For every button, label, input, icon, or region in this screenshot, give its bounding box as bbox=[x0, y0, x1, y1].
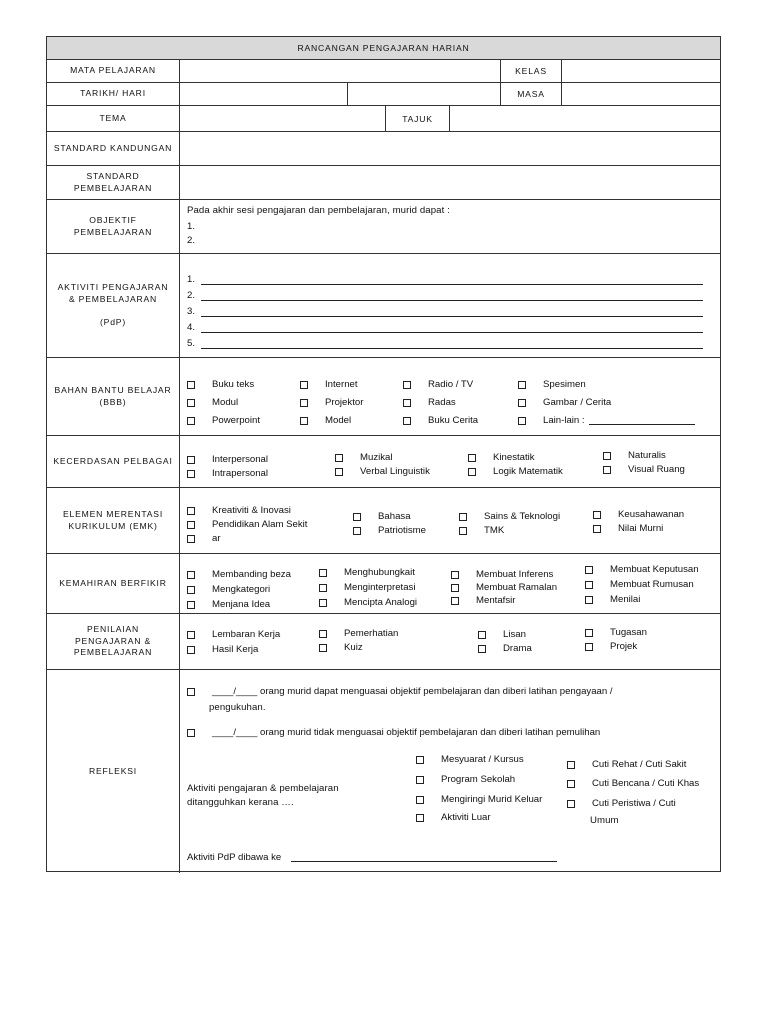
checkbox-icon bbox=[585, 581, 593, 589]
checkbox-menghubungkait[interactable] bbox=[319, 567, 415, 578]
checkbox-verbal[interactable] bbox=[335, 466, 430, 477]
option-label: Visual Ruang bbox=[628, 464, 685, 475]
option-label: Pendidikan Alam Sekit bbox=[212, 519, 308, 530]
checkbox-icon bbox=[585, 629, 593, 637]
refleksi-reason-umum: Umum bbox=[590, 815, 619, 826]
checkbox-buku-teks[interactable] bbox=[187, 379, 254, 390]
option-label: Interpersonal bbox=[212, 454, 268, 465]
checkbox-projek[interactable] bbox=[585, 641, 637, 652]
option-label: Kreativiti & Inovasi bbox=[212, 505, 291, 516]
checkbox-modul[interactable] bbox=[187, 397, 238, 408]
aktiviti-num-1: 1. bbox=[187, 274, 196, 285]
objektif-intro: Pada akhir sesi pengajaran dan pembelajaran, murid dapat : bbox=[187, 205, 450, 216]
checkbox-keusahawanan[interactable] bbox=[593, 509, 684, 520]
checkbox-icon bbox=[335, 468, 343, 476]
aktiviti-num-5: 5. bbox=[187, 338, 196, 349]
checkbox-icon bbox=[187, 729, 195, 737]
refleksi-line1b: pengukuhan. bbox=[209, 702, 266, 713]
option-label: Bahasa bbox=[378, 511, 411, 522]
option-label: Program Sekolah bbox=[441, 774, 516, 785]
option-label: Kuiz bbox=[344, 642, 363, 653]
checkbox-analogi[interactable] bbox=[319, 597, 417, 608]
row-kemahiran bbox=[47, 553, 720, 613]
checkbox-icon bbox=[319, 569, 327, 577]
option-label: Projek bbox=[610, 641, 638, 652]
option-label: Pemerhatian bbox=[344, 628, 399, 639]
checkbox-cuti-bencana[interactable] bbox=[567, 778, 699, 789]
checkbox-icon bbox=[585, 566, 593, 574]
checkbox-mengkategori[interactable] bbox=[187, 584, 270, 595]
checkbox-icon bbox=[187, 507, 195, 515]
checkbox-menilai[interactable] bbox=[585, 594, 640, 605]
option-label: Lembaran Kerja bbox=[212, 629, 281, 640]
option-label: Mesyuarat / Kursus bbox=[441, 754, 524, 765]
checkbox-menginterpretasi[interactable] bbox=[319, 582, 415, 593]
objektif-item-2[interactable]: 2. bbox=[187, 235, 196, 246]
row-objektif bbox=[47, 199, 720, 253]
refleksi-dibawa[interactable] bbox=[187, 852, 557, 863]
checkbox-membanding[interactable] bbox=[187, 569, 291, 580]
checkbox-icon bbox=[403, 381, 411, 389]
label-bbb bbox=[47, 358, 180, 435]
checkbox-radio-tv[interactable] bbox=[403, 379, 473, 390]
refleksi-tangguh-a: Aktiviti pengajaran & pembelajaran bbox=[187, 783, 339, 794]
field-masa[interactable] bbox=[561, 83, 720, 105]
label-objektif: OBJEKTIF PEMBELAJARAN bbox=[47, 200, 180, 253]
checkbox-icon bbox=[319, 584, 327, 592]
label-bbb-text: BAHAN BANTU BELAJAR bbox=[54, 384, 172, 395]
checkbox-kuiz[interactable] bbox=[319, 642, 363, 653]
row-kecerdasan bbox=[47, 435, 720, 487]
checkbox-pemerhatian[interactable] bbox=[319, 628, 398, 639]
option-label: Model bbox=[325, 415, 352, 426]
checkbox-icon bbox=[187, 399, 195, 407]
checkbox-patriotisme[interactable] bbox=[353, 525, 426, 536]
option-label: Cuti Peristiwa / Cuti bbox=[592, 798, 676, 809]
checkbox-icon bbox=[187, 646, 195, 654]
aktiviti-line-3[interactable] bbox=[187, 306, 703, 317]
checkbox-sains[interactable] bbox=[459, 511, 560, 522]
checkbox-bahasa[interactable] bbox=[353, 511, 411, 522]
option-label: Radas bbox=[428, 397, 456, 408]
option-label: Cuti Bencana / Cuti Khas bbox=[592, 778, 700, 789]
label-kelas: KELAS bbox=[500, 60, 561, 82]
option-label: Menghubungkait bbox=[344, 567, 415, 578]
row-mata-pelajaran bbox=[47, 59, 720, 82]
checkbox-icon bbox=[187, 470, 195, 478]
option-label: Membuat Inferens bbox=[476, 569, 554, 580]
option-label: Menilai bbox=[610, 594, 641, 605]
option-label: Gambar / Cerita bbox=[543, 397, 612, 408]
checkbox-icon bbox=[585, 643, 593, 651]
checkbox-icon bbox=[187, 571, 195, 579]
option-label: Muzikal bbox=[360, 452, 393, 463]
checkbox-icon bbox=[187, 535, 195, 543]
checkbox-internet[interactable] bbox=[300, 379, 358, 390]
checkbox-icon bbox=[518, 399, 526, 407]
checkbox-kinestatik[interactable] bbox=[468, 452, 535, 463]
refleksi-dibawa-label: Aktiviti PdP dibawa ke bbox=[187, 852, 282, 863]
checkbox-spesimen[interactable] bbox=[518, 379, 586, 390]
aktiviti-num-4: 4. bbox=[187, 322, 196, 333]
checkbox-icon bbox=[459, 513, 467, 521]
field-standard-kandungan[interactable] bbox=[180, 132, 720, 165]
checkbox-icon bbox=[300, 417, 308, 425]
aktiviti-line-5[interactable] bbox=[187, 338, 703, 349]
option-label: Radio / TV bbox=[428, 379, 474, 390]
checkbox-muzikal[interactable] bbox=[335, 452, 393, 463]
row-standard-kandungan bbox=[47, 131, 720, 165]
checkbox-icon bbox=[593, 511, 601, 519]
checkbox-icon bbox=[319, 630, 327, 638]
checkbox-mengiringi[interactable] bbox=[416, 794, 542, 805]
option-label: Membanding beza bbox=[212, 569, 291, 580]
option-label: Powerpoint bbox=[212, 415, 260, 426]
checkbox-icon bbox=[416, 796, 424, 804]
checkbox-mentafsir[interactable] bbox=[451, 595, 515, 606]
checkbox-icon bbox=[478, 645, 486, 653]
option-label: Menginterpretasi bbox=[344, 582, 416, 593]
checkbox-tmk[interactable] bbox=[459, 525, 504, 536]
checkbox-icon bbox=[300, 381, 308, 389]
checkbox-icon bbox=[518, 417, 526, 425]
label-aktiviti-text: AKTIVITI PENGAJARAN & PEMBELAJARAN bbox=[57, 282, 169, 304]
checkbox-inferens[interactable] bbox=[451, 569, 553, 580]
checkbox-model[interactable] bbox=[300, 415, 351, 426]
form-title: RANCANGAN PENGAJARAN HARIAN bbox=[297, 43, 470, 53]
aktiviti-num-2: 2. bbox=[187, 290, 196, 301]
checkbox-intrapersonal[interactable] bbox=[187, 468, 268, 479]
field-tarikh[interactable] bbox=[180, 83, 347, 105]
option-label: Drama bbox=[503, 643, 532, 654]
option-label: Spesimen bbox=[543, 379, 586, 390]
aktiviti-line-1[interactable] bbox=[187, 274, 703, 285]
checkbox-ramalan[interactable] bbox=[451, 582, 557, 593]
field-standard-pembelajaran[interactable] bbox=[180, 166, 720, 199]
checkbox-logik[interactable] bbox=[468, 466, 563, 477]
checkbox-tugasan[interactable] bbox=[585, 627, 647, 638]
checkbox-icon bbox=[451, 584, 459, 592]
checkbox-icon bbox=[187, 586, 195, 594]
checkbox-icon bbox=[300, 399, 308, 407]
label-aktiviti bbox=[47, 254, 180, 357]
aktiviti-num-3: 3. bbox=[187, 306, 196, 317]
option-label: Mengkategori bbox=[212, 584, 271, 595]
field-hari[interactable] bbox=[347, 83, 500, 105]
label-standard-kandungan: STANDARD KANDUNGAN bbox=[47, 132, 180, 165]
form-header bbox=[47, 37, 720, 59]
checkbox-icon bbox=[187, 417, 195, 425]
checkbox-icon bbox=[603, 466, 611, 474]
label-kecerdasan: KECERDASAN PELBAGAI bbox=[47, 436, 180, 487]
checkbox-gambar[interactable] bbox=[518, 397, 611, 408]
option-label: Menjana Idea bbox=[212, 599, 271, 610]
checkbox-icon bbox=[187, 601, 195, 609]
label-tajuk: TAJUK bbox=[385, 106, 449, 131]
checkbox-program-sekolah[interactable] bbox=[416, 774, 515, 785]
checkbox-projektor[interactable] bbox=[300, 397, 363, 408]
checkbox-icon bbox=[187, 521, 195, 529]
checkbox-lain-lain[interactable] bbox=[518, 415, 695, 426]
objektif-item-1[interactable]: 1. bbox=[187, 221, 196, 232]
checkbox-icon bbox=[319, 599, 327, 607]
checkbox-lisan[interactable] bbox=[478, 629, 526, 640]
checkbox-icon bbox=[416, 756, 424, 764]
label-standard-pembelajaran: STANDARD PEMBELAJARAN bbox=[47, 166, 180, 199]
option-label: TMK bbox=[484, 525, 505, 536]
checkbox-icon bbox=[567, 780, 575, 788]
checkbox-icon bbox=[335, 454, 343, 462]
checkbox-aktiviti-luar[interactable] bbox=[416, 812, 491, 823]
checkbox-icon bbox=[603, 452, 611, 460]
checkbox-lembaran[interactable] bbox=[187, 629, 280, 640]
checkbox-icon bbox=[416, 814, 424, 822]
label-emk: ELEMEN MERENTASI KURIKULUM (EMK) bbox=[47, 488, 180, 553]
option-label: Keusahawanan bbox=[618, 509, 685, 520]
field-mata-pelajaran[interactable] bbox=[180, 60, 500, 82]
checkbox-icon bbox=[567, 800, 575, 808]
checkbox-icon bbox=[403, 399, 411, 407]
checkbox-icon bbox=[353, 513, 361, 521]
checkbox-powerpoint[interactable] bbox=[187, 415, 260, 426]
checkbox-icon bbox=[468, 468, 476, 476]
checkbox-keputusan[interactable] bbox=[585, 564, 699, 575]
option-label: Aktiviti Luar bbox=[441, 812, 491, 823]
refleksi-line1a: ____/____ orang murid dapat menguasai objektif pembelajaran dan diberi latihan pengayaan / bbox=[212, 686, 613, 697]
checkbox-hasil-kerja[interactable] bbox=[187, 644, 258, 655]
row-refleksi bbox=[47, 669, 720, 873]
field-kelas[interactable] bbox=[561, 60, 720, 82]
option-label: Lisan bbox=[503, 629, 526, 640]
label-mata-pelajaran: MATA PELAJARAN bbox=[47, 60, 180, 82]
option-label: Naturalis bbox=[628, 450, 666, 461]
checkbox-icon bbox=[403, 417, 411, 425]
option-label: ar bbox=[212, 533, 221, 544]
checkbox-alam-sekitar[interactable] bbox=[187, 519, 307, 530]
field-tema[interactable] bbox=[180, 106, 385, 131]
option-label: Buku teks bbox=[212, 379, 255, 390]
aktiviti-line-4[interactable] bbox=[187, 322, 703, 333]
row-penilaian bbox=[47, 613, 720, 669]
label-penilaian: PENILAIAN PENGAJARAN & PEMBELAJARAN bbox=[47, 614, 180, 669]
label-tema: TEMA bbox=[47, 106, 180, 131]
checkbox-visual[interactable] bbox=[603, 464, 685, 475]
refleksi-tangguh-b: ditangguhkan kerana …. bbox=[187, 797, 294, 808]
checkbox-alam-sekitar-cont[interactable] bbox=[187, 533, 221, 544]
checkbox-icon bbox=[187, 631, 195, 639]
label-masa: MASA bbox=[500, 83, 561, 105]
checkbox-buku-cerita[interactable] bbox=[403, 415, 478, 426]
checkbox-icon bbox=[187, 688, 195, 696]
option-label: Modul bbox=[212, 397, 239, 408]
checkbox-icon bbox=[416, 776, 424, 784]
row-bbb bbox=[47, 357, 720, 435]
checkbox-cuti-peristiwa[interactable] bbox=[567, 798, 676, 809]
row-tema bbox=[47, 105, 720, 131]
checkbox-mesyuarat[interactable] bbox=[416, 754, 524, 765]
row-aktiviti bbox=[47, 253, 720, 357]
checkbox-interpersonal[interactable] bbox=[187, 454, 268, 465]
checkbox-drama[interactable] bbox=[478, 643, 532, 654]
checkbox-icon bbox=[451, 571, 459, 579]
row-standard-pembelajaran bbox=[47, 165, 720, 199]
checkbox-icon bbox=[187, 456, 195, 464]
checkbox-naturalis[interactable] bbox=[603, 450, 666, 461]
checkbox-nilai-murni[interactable] bbox=[593, 523, 663, 534]
label-kemahiran: KEMAHIRAN BERFIKIR bbox=[47, 554, 180, 613]
option-label: Lain-lain : bbox=[543, 415, 585, 426]
label-tarikh: TARIKH/ HARI bbox=[47, 83, 180, 105]
option-label: Mengiringi Murid Keluar bbox=[441, 794, 543, 805]
option-label: Mentafsir bbox=[476, 595, 516, 606]
row-emk bbox=[47, 487, 720, 553]
option-label: Sains & Teknologi bbox=[484, 511, 561, 522]
label-bbb-sub: (BBB) bbox=[99, 396, 127, 407]
option-label: Buku Cerita bbox=[428, 415, 479, 426]
option-label: Logik Matematik bbox=[493, 466, 563, 477]
option-label: Internet bbox=[325, 379, 358, 390]
option-label: Membuat Rumusan bbox=[610, 579, 694, 590]
option-label: Nilai Murni bbox=[618, 523, 664, 534]
checkbox-icon bbox=[319, 644, 327, 652]
option-label: Hasil Kerja bbox=[212, 644, 259, 655]
label-aktiviti-sub: (PdP) bbox=[100, 317, 126, 328]
field-tajuk[interactable] bbox=[449, 106, 720, 131]
aktiviti-line-2[interactable] bbox=[187, 290, 703, 301]
refleksi-line2: ____/____ orang murid tidak menguasai objektif pembelajaran dan diberi latihan pemulihan bbox=[212, 727, 601, 738]
option-label: Kinestatik bbox=[493, 452, 535, 463]
refleksi-tidak-menguasai[interactable] bbox=[187, 727, 600, 738]
checkbox-menjana-idea[interactable] bbox=[187, 599, 270, 610]
dibawa-blank[interactable] bbox=[291, 853, 557, 862]
label-refleksi: REFLEKSI bbox=[47, 670, 180, 873]
checkbox-icon bbox=[353, 527, 361, 535]
lain-lain-blank[interactable] bbox=[589, 416, 695, 425]
checkbox-cuti-rehat[interactable] bbox=[567, 759, 686, 770]
option-label: Verbal Linguistik bbox=[360, 466, 430, 477]
option-label: Projektor bbox=[325, 397, 364, 408]
lesson-plan-form bbox=[46, 36, 721, 872]
option-label: Membuat Keputusan bbox=[610, 564, 699, 575]
checkbox-radas[interactable] bbox=[403, 397, 456, 408]
checkbox-rumusan[interactable] bbox=[585, 579, 694, 590]
option-label: Patriotisme bbox=[378, 525, 426, 536]
option-label: Intrapersonal bbox=[212, 468, 268, 479]
refleksi-menguasai[interactable] bbox=[187, 686, 613, 697]
option-label: Tugasan bbox=[610, 627, 647, 638]
option-label: Mencipta Analogi bbox=[344, 597, 418, 608]
checkbox-icon bbox=[478, 631, 486, 639]
checkbox-kreativiti[interactable] bbox=[187, 505, 291, 516]
checkbox-icon bbox=[451, 597, 459, 605]
option-label: Membuat Ramalan bbox=[476, 582, 558, 593]
checkbox-icon bbox=[593, 525, 601, 533]
checkbox-icon bbox=[567, 761, 575, 769]
checkbox-icon bbox=[459, 527, 467, 535]
checkbox-icon bbox=[585, 596, 593, 604]
checkbox-icon bbox=[518, 381, 526, 389]
option-label: Cuti Rehat / Cuti Sakit bbox=[592, 759, 687, 770]
row-tarikh bbox=[47, 82, 720, 105]
checkbox-icon bbox=[468, 454, 476, 462]
checkbox-icon bbox=[187, 381, 195, 389]
